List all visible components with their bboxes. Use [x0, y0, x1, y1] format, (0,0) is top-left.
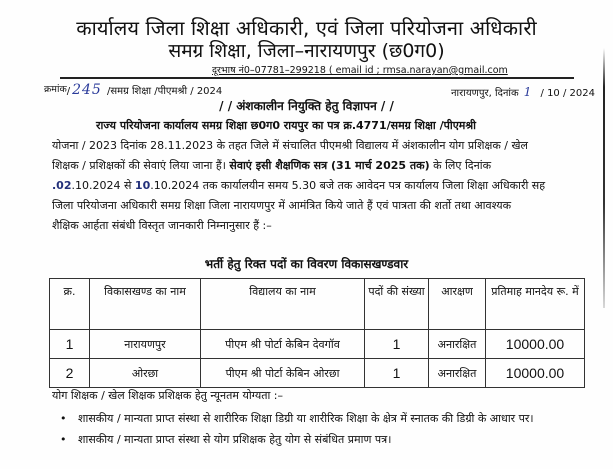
col-header-block: विकासखण्ड का नाम [90, 279, 201, 330]
reference-number [44, 83, 222, 99]
cell-honorarium: 10000.00 [486, 330, 585, 359]
cell-posts: 1 [365, 330, 429, 359]
handwritten-to-day: 10 [134, 179, 151, 192]
body-line-4 [52, 176, 584, 196]
body-line-5: जिला परियोजना अधिकारी समग्र शिक्षा जिला नारायणपुर में आमंत्रित किये जाते हैं एवं पात्रता की शर्तो तथा आवश्यक [52, 199, 512, 212]
body-line-1: राज्य परियोजना कार्यालय समग्र शिक्षा छ0ग0 रायपुर का पत्र क्र.4771/समग्र शिक्षा /पीएमश्री [96, 119, 476, 132]
col-header-honorarium: प्रतिमाह मानदेय रू. में [486, 279, 585, 330]
office-title: कार्यालय जिला शिक्षा अधिकारी, एवं जिला परियोजना अधिकारी [76, 16, 537, 40]
body-line-3 [52, 156, 584, 176]
bullet-icon: • [60, 433, 67, 446]
col-header-sr: क्र. [50, 279, 90, 330]
cell-school: पीएम श्री पोर्टा केबिन देवगॉव [201, 330, 365, 359]
session-period: सेवाएं इसी शैक्षणिक सत्र (31 मार्च 2025 तक) [229, 159, 430, 172]
table-row [50, 359, 585, 388]
table-title: भर्ती हेतु रिक्त पदों का विवरण विकासखण्डवार [204, 257, 409, 271]
body-line-2: योजना / 2023 दिनांक 28.11.2023 के तहत जिले में संचालित पीएमश्री विद्यालय में अंशकालीन योग प्रशिक्षक / खेल [52, 139, 528, 152]
cell-reservation: अनारक्षित [429, 359, 486, 388]
cell-reservation: अनारक्षित [429, 330, 486, 359]
qualification-text: शासकीय / मान्यता प्राप्त संस्था से योग प्रशिक्षक हेतु योग से संबंधित प्रमाण पत्र। [78, 433, 392, 446]
qualification-title: योग शिक्षक / खेल शिक्षक प्रशिक्षक हेतु न्यूनतम योग्यता :– [52, 389, 284, 402]
list-item [60, 431, 602, 448]
body-line-3a: शिक्षक / प्रशिक्षकों की सेवाएं लिया जाना हैं। [52, 159, 230, 172]
cell-sr: 1 [50, 330, 90, 359]
to-date-rest: .10.2024 तक कार्यालयीन समय 5.30 बजे तक आवेदन पत्र कार्यालय जिला शिक्षा अधिकारी सह [150, 179, 546, 192]
reference-suffix: /समग्र शिक्षा /पीएमश्री / 2024 [103, 86, 223, 97]
slash: / [66, 86, 71, 97]
list-item [60, 410, 602, 427]
body-paragraph [52, 116, 584, 236]
handwritten-from-day: .02 [52, 179, 72, 192]
header-rule [60, 77, 574, 79]
cell-posts: 1 [365, 359, 429, 388]
notice-title: / / अंशकालीन नियुक्ति हेतु विज्ञापन / / [219, 99, 394, 113]
handwritten-day: 1 [523, 85, 533, 99]
col-header-reservation: आरक्षण [429, 279, 486, 330]
cell-sr: 2 [50, 359, 90, 388]
office-subtitle: समग्र शिक्षा, जिला–नारायणपुर (छ0ग0) [168, 40, 445, 62]
vacancy-table [49, 278, 585, 388]
col-header-posts: पदों की संख्या [365, 279, 429, 330]
col-header-school: विद्यालय का नाम [201, 279, 365, 330]
cell-school: पीएम श्री पोर्टा केबिन ओरछा [201, 359, 365, 388]
bullet-icon: • [60, 412, 67, 425]
contact-line: दूरभाष नं0–07781–299218 ( email id ; rmsa.narayan@gmail.com [212, 65, 508, 76]
from-date-rest: .10.2024 से [71, 179, 135, 192]
cell-block: ओरछा [90, 359, 201, 388]
cell-honorarium: 10000.00 [486, 359, 585, 388]
table-row [50, 330, 585, 359]
body-line-3b: के लिए दिनांक [429, 159, 492, 172]
handwritten-ref-number: 245 [72, 82, 102, 98]
reference-label: क्रमांक [44, 84, 67, 95]
qualification-text: शासकीय / मान्यता प्राप्त संस्था से शारीरिक शिक्षा डिग्री या शारीरिक शिक्षा के क्षेत्र में स्नातक की डिग्री के आधार पर। [78, 412, 534, 425]
body-line-6: शैक्षिक आर्हता संबंधी विस्तृत जानकारी निम्नानुसार हैं :– [52, 219, 272, 232]
qualification-list [60, 410, 602, 452]
table-header-row [50, 279, 585, 330]
issue-month-year: / 10 / 2024 [537, 88, 595, 99]
issue-place-label: नारायणपुर, दिनांक [451, 88, 519, 99]
cell-block: नारायणपुर [90, 330, 201, 359]
